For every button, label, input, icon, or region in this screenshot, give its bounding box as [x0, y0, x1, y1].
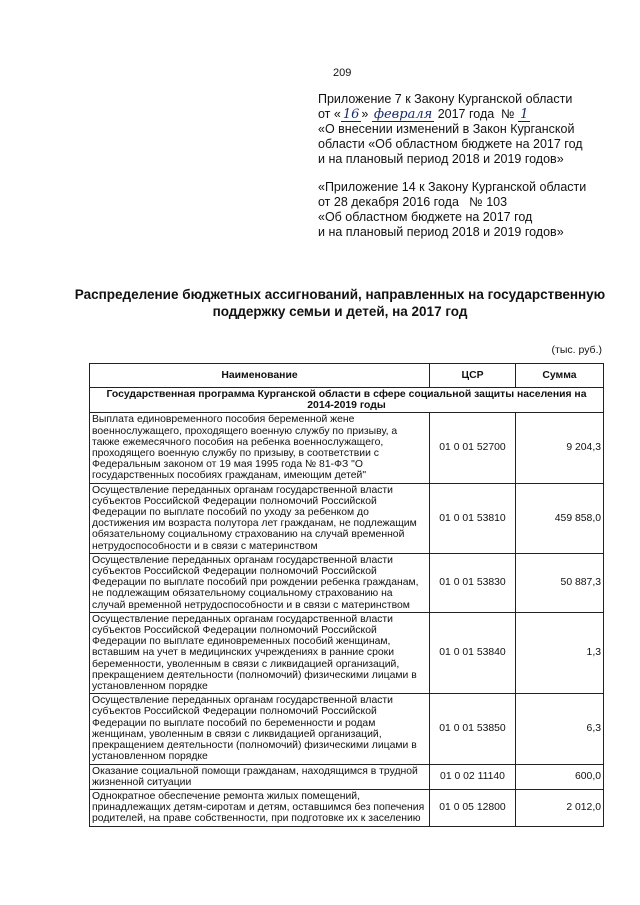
- date-prefix: от «: [318, 107, 341, 121]
- row-sum-cell: 1,3: [516, 612, 604, 693]
- table-row: [90, 764, 604, 789]
- row-sum-cell: 600,0: [516, 764, 604, 789]
- row-csr-cell: 01 0 01 53830: [430, 553, 516, 612]
- table-header-row: [90, 364, 604, 388]
- document-title: [60, 286, 620, 320]
- row-sum-cell: 2 012,0: [516, 789, 604, 826]
- row-name-cell: Осуществление переданных органам государственной власти субъектов Российской Федерации полномочий Российской Федерации по выплате пособий при рождении ребенка гражданам, не подлежащим обязательному социальному страхованию на случай временной нетрудоспособности и в связи с материнством: [90, 553, 430, 612]
- program-title: Государственная программа Курганской области в сфере социальной защиты населения на 2014-2019 годы: [90, 388, 604, 413]
- document-title-line2: поддержку семьи и детей, на 2017 год: [212, 304, 468, 319]
- handwritten-month: февраля: [373, 107, 433, 122]
- unit-label: (тыс. руб.): [551, 344, 602, 356]
- header-sum: Сумма: [516, 364, 604, 388]
- appendix-original-line2: от 28 декабря 2016 года № 103: [318, 195, 508, 209]
- row-sum-cell: 459 858,0: [516, 483, 604, 553]
- header-name: Наименование: [90, 364, 430, 388]
- table-row: [90, 553, 604, 612]
- row-name-cell: Осуществление переданных органам государственной власти субъектов Российской Федерации полномочий Российской Федерации по выплате пособий по уходу за ребенком до достижения им возраста полутора лет гражданам, не подлежащим обязательному социальному страхованию на случай временной нетрудоспособности и в связи с материнством: [90, 483, 430, 553]
- table-row: [90, 612, 604, 693]
- table-row: [90, 789, 604, 826]
- appendix-amendment-line1: Приложение 7 к Закону Курганской области: [318, 92, 573, 106]
- table-row: [90, 413, 604, 483]
- handwritten-number: 1: [520, 107, 529, 122]
- row-sum-cell: 9 204,3: [516, 413, 604, 483]
- row-sum-cell: 6,3: [516, 694, 604, 764]
- program-row: [90, 388, 604, 413]
- budget-table: [89, 363, 604, 827]
- document-title-line1: Распределение бюджетных ассигнований, направленных на государственную: [74, 287, 606, 302]
- appendix-original-line3: «Об областном бюджете на 2017 год: [318, 210, 533, 224]
- row-name-cell: Осуществление переданных органам государственной власти субъектов Российской Федерации полномочий Российской Федерации по выплате пособий по беременности и родам женщинам, уволенным в связи с ликвидацией организаций, прекращением деятельности (полномочий) физическими лицами в установленном порядке: [90, 694, 430, 764]
- row-name-cell: Осуществление переданных органам государственной власти субъектов Российской Федерации полномочий Российской Федерации по выплате единовременных пособий женщинам, вставшим на учет в медицинских учреждениях в ранние сроки беременности, уволенным в связи с ликвидацией организаций, прекращением деятельности (полномочий) физическими лицами в установленном порядке: [90, 612, 430, 693]
- row-csr-cell: 01 0 01 52700: [430, 413, 516, 483]
- appendix-amendment-line5: и на плановый период 2018 и 2019 годов»: [318, 152, 564, 166]
- row-sum-cell: 50 887,3: [516, 553, 604, 612]
- appendix-original-line1: «Приложение 14 к Закону Курганской области: [318, 180, 587, 194]
- table-row: [90, 483, 604, 553]
- date-year: 2017 года: [437, 107, 495, 121]
- number-prefix: №: [501, 107, 515, 121]
- row-name-cell: Однократное обеспечение ремонта жилых помещений, принадлежащих детям-сиротам и детям, оставшимся без попечения родителей, на праве собственности, при подготовке их к заселению: [90, 789, 430, 826]
- table-row: [90, 694, 604, 764]
- row-csr-cell: 01 0 05 12800: [430, 789, 516, 826]
- row-csr-cell: 01 0 02 11140: [430, 764, 516, 789]
- appendix-amendment-date-line: [318, 107, 618, 122]
- page-number: 209: [333, 67, 352, 79]
- header-csr: ЦСР: [430, 364, 516, 388]
- appendix-amendment-block: [318, 92, 618, 167]
- appendix-original-block: [318, 180, 618, 240]
- row-csr-cell: 01 0 01 53810: [430, 483, 516, 553]
- row-name-cell: Оказание социальной помощи гражданам, находящимся в трудной жизненной ситуации: [90, 764, 430, 789]
- appendix-amendment-line3: «О внесении изменений в Закон Курганской: [318, 122, 575, 136]
- row-name-cell: Выплата единовременного пособия беременной жене военнослужащего, проходящего военную службу по призыву, а также ежемесячного пособия на ребенка военнослужащего, проходящего военную службу по призыву, в соответствии с Федеральным законом от 19 мая 1995 года № 81-ФЗ "О государственных пособиях гражданам, имеющим детей": [90, 413, 430, 483]
- row-csr-cell: 01 0 01 53840: [430, 612, 516, 693]
- handwritten-day: 16: [342, 107, 360, 122]
- quote-close: »: [361, 107, 369, 121]
- appendix-amendment-line4: области «Об областном бюджете на 2017 год: [318, 137, 583, 151]
- row-csr-cell: 01 0 01 53850: [430, 694, 516, 764]
- appendix-original-line4: и на плановый период 2018 и 2019 годов»: [318, 225, 564, 239]
